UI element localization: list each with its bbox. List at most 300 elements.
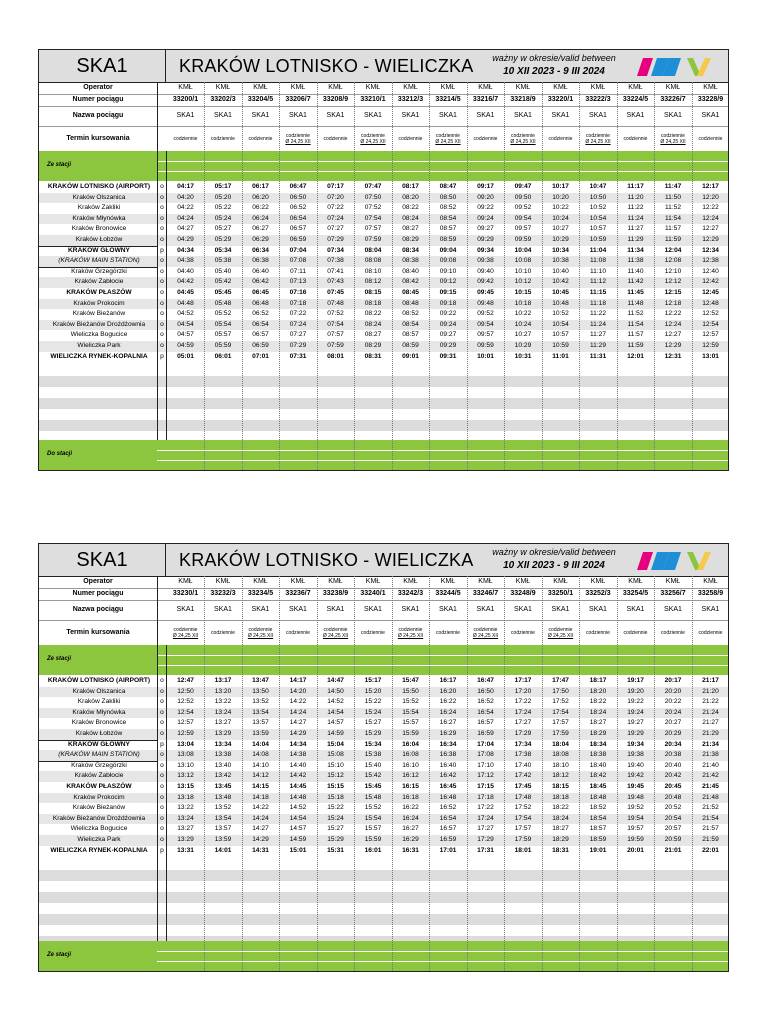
departure-time: 11:42 [627, 278, 644, 286]
arrival-departure-mark: o [160, 342, 164, 349]
departure-time: 15:10 [327, 761, 344, 769]
departure-time: 08:57 [402, 331, 419, 339]
train-number-cell: 33228/9 [697, 96, 724, 103]
departure-time: 15:50 [402, 687, 419, 695]
departure-time: 04:24 [177, 214, 194, 222]
running-days-cell [542, 126, 579, 151]
departure-time: 11:15 [589, 289, 607, 296]
departure-time: 14:48 [289, 793, 307, 801]
train-name-cell: SKA1 [514, 112, 532, 119]
departure-time: 16:29 [402, 836, 419, 843]
departure-time: 07:31 [289, 352, 307, 360]
operator-cell: KMŁ [440, 578, 456, 585]
departure-time: 12:27 [702, 225, 719, 233]
departure-time: 13:20 [214, 687, 232, 695]
train-name-cell: SKA1 [664, 112, 682, 119]
blank-row [39, 870, 728, 881]
departure-time: 10:20 [552, 193, 569, 201]
departure-time: 13:54 [252, 708, 269, 716]
departure-time: 09:12 [439, 278, 457, 286]
stop-row [39, 214, 728, 225]
departure-time: 11:59 [664, 236, 681, 243]
operator-cell: KMŁ [215, 578, 231, 585]
departure-time: 15:22 [327, 804, 344, 812]
departure-time: 11:24 [627, 214, 644, 222]
train-number-cell: 33242/3 [397, 590, 424, 597]
departure-time: 11:54 [627, 320, 644, 328]
departure-time: 09:15 [439, 289, 457, 296]
departure-time: 08:01 [327, 352, 344, 360]
operator-cell: KMŁ [703, 578, 718, 585]
departure-time: 16:59 [477, 730, 494, 737]
departure-time: 18:01 [514, 846, 532, 854]
column-divider [317, 576, 318, 971]
to-station-band [39, 941, 728, 971]
running-days-cell [280, 126, 317, 151]
departure-time: 10:59 [589, 236, 607, 243]
departure-time: 16:22 [439, 698, 457, 706]
running-days-cell [580, 126, 617, 151]
departure-time: 08:34 [402, 246, 419, 254]
departure-time: 18:17 [589, 677, 607, 684]
departure-time: 07:08 [289, 257, 307, 265]
departure-time: 06:38 [252, 257, 269, 265]
departure-time: 11:57 [627, 331, 644, 339]
departure-time: 20:29 [664, 730, 682, 737]
departure-time: 11:34 [627, 246, 644, 254]
departure-time: 21:01 [664, 846, 682, 854]
stop-row [39, 793, 728, 804]
departure-time: 07:20 [327, 193, 344, 201]
stop-name: Kraków Bieżanów Drożdżownia [52, 320, 146, 328]
departure-time: 12:42 [702, 278, 719, 286]
departure-time: 12:08 [664, 257, 682, 265]
departure-time: 21:38 [702, 751, 719, 759]
departure-time: 21:48 [702, 793, 719, 801]
operator-cell: KMŁ [553, 84, 568, 91]
departure-time: 06:52 [252, 310, 269, 318]
departure-time: 15:54 [402, 708, 419, 716]
departure-time: 12:24 [702, 214, 719, 222]
departure-time: 19:52 [627, 804, 644, 812]
departure-time: 16:08 [402, 751, 419, 759]
stop-row [39, 224, 728, 235]
blank-row [39, 398, 728, 409]
term-text: codziennie [623, 629, 648, 636]
departure-time: 11:22 [627, 204, 644, 212]
timetable-1 [38, 49, 729, 471]
term-text: codziennie [586, 629, 610, 636]
operator-logo [635, 548, 725, 572]
departure-time: 11:57 [664, 225, 681, 233]
operator-cell: KMŁ [665, 578, 681, 585]
stop-row [39, 771, 728, 782]
term-text: codziennie [286, 629, 310, 636]
departure-time: 19:01 [589, 846, 607, 854]
running-days-cell [580, 620, 617, 645]
departure-time: 16:38 [439, 751, 457, 759]
arrival-departure-mark: o [160, 257, 164, 265]
departure-time: 10:27 [514, 331, 532, 339]
departure-time: 21:40 [702, 761, 719, 769]
operator-cell: KMŁ [515, 578, 531, 585]
departure-time: 06:45 [252, 289, 269, 296]
departure-time: 14:22 [289, 698, 307, 706]
departure-time: 10:29 [552, 236, 569, 243]
departure-time: 16:45 [439, 783, 457, 790]
departure-time: 17:12 [477, 772, 494, 780]
departure-time: 16:24 [402, 814, 419, 822]
term-text: codziennie [398, 135, 423, 142]
departure-time: 09:24 [439, 320, 457, 328]
arrival-departure-mark: o [160, 814, 164, 822]
running-days-label: Termin kursowania [66, 629, 130, 636]
term-text: codziennie [511, 132, 535, 139]
train-number-cell: 33234/5 [247, 590, 274, 597]
departure-time: 12:17 [702, 183, 719, 190]
line-code: SKA1 [39, 544, 166, 576]
departure-time: 18:24 [589, 708, 607, 716]
departure-time: 15:54 [364, 814, 382, 822]
operator-cell: KMŁ [178, 578, 193, 585]
arrival-departure-mark: o [160, 225, 164, 233]
departure-time: 17:40 [514, 761, 532, 769]
blank-row [39, 925, 728, 936]
departure-time: 09:22 [477, 204, 494, 212]
departure-time: 05:29 [214, 236, 232, 243]
departure-time: 13:08 [177, 751, 194, 759]
departure-time: 15:01 [289, 846, 307, 854]
train-name-cell: SKA1 [701, 112, 720, 119]
departure-time: 17:31 [477, 846, 494, 854]
departure-time: 05:40 [214, 267, 232, 275]
departure-time: 05:22 [214, 204, 232, 212]
band-line [157, 655, 728, 656]
departure-time: 10:04 [514, 246, 532, 254]
departure-time: 10:08 [514, 257, 532, 265]
departure-time: 17:29 [514, 730, 532, 737]
departure-time: 21:17 [702, 677, 719, 684]
departure-time: 07:59 [327, 342, 344, 349]
departure-time: 12:54 [702, 320, 719, 328]
departure-time: 18:24 [552, 814, 569, 822]
departure-time: 14:57 [289, 825, 307, 833]
departure-time: 06:22 [252, 204, 269, 212]
validity [469, 546, 639, 572]
departure-time: 16:40 [439, 761, 457, 769]
arrival-departure-mark: o [160, 331, 164, 339]
departure-time: 05:52 [214, 310, 232, 318]
departure-time: 17:59 [514, 836, 532, 843]
departure-time: 18:57 [589, 825, 607, 833]
train-name-cell: SKA1 [551, 112, 570, 119]
departure-time: 10:15 [514, 289, 532, 296]
term-exception: Ø 24,25 XII [322, 632, 349, 639]
term-text: codziennie [323, 626, 348, 633]
arrival-departure-mark: o [160, 320, 164, 328]
departure-time: 14:20 [289, 687, 307, 695]
departure-time: 10:18 [514, 299, 532, 307]
departure-time: 16:47 [477, 677, 494, 684]
departure-time: 08:52 [439, 204, 457, 212]
arrival-departure-mark: p [160, 846, 164, 854]
band-line [157, 951, 728, 952]
departure-time: 16:27 [402, 825, 419, 833]
departure-time: 16:22 [402, 804, 419, 812]
stop-name: Kraków Łobzów [75, 236, 123, 243]
departure-time: 18:34 [589, 740, 607, 748]
departure-time: 06:34 [252, 246, 269, 254]
departure-time: 20:01 [627, 846, 644, 854]
departure-time: 14:34 [289, 740, 307, 748]
train-name-cell: SKA1 [664, 606, 682, 613]
running-days-cell [317, 126, 354, 151]
departure-time: 13:47 [252, 677, 269, 684]
arrival-departure-mark: o [160, 193, 164, 201]
column-divider [504, 576, 505, 971]
departure-time: 10:52 [589, 204, 607, 212]
operator-cell: KMŁ [253, 578, 268, 585]
departure-time: 17:27 [514, 719, 532, 727]
arrival-departure-mark: o [160, 214, 164, 222]
stop-name: (KRAKÓW MAIN STATION) [58, 751, 140, 759]
departure-time: 08:18 [364, 299, 382, 307]
departure-time: 19:59 [627, 836, 644, 843]
operator-cell: KMŁ [365, 84, 381, 91]
blank-row [39, 914, 728, 925]
train-number-cell: 33252/3 [585, 590, 611, 597]
departure-time: 06:20 [252, 193, 269, 201]
train-name-cell: SKA1 [326, 606, 345, 613]
departure-time: 18:04 [552, 740, 569, 748]
stop-name: Kraków Łobzów [75, 730, 123, 737]
departure-time: 16:52 [477, 698, 494, 706]
running-days-cell [505, 620, 542, 645]
running-days-cell [167, 620, 204, 645]
departure-time: 08:29 [402, 236, 419, 243]
departure-time: 16:50 [477, 687, 494, 695]
departure-time: 16:15 [402, 783, 419, 790]
term-exception: Ø 24,25 XII [360, 138, 386, 145]
band-line [157, 460, 728, 461]
from-station-label: Ze stacji [47, 162, 72, 168]
train-name-cell: SKA1 [176, 606, 195, 613]
departure-time: 15:59 [364, 836, 382, 843]
departure-time: 16:54 [439, 814, 457, 822]
departure-time: 11:52 [664, 204, 681, 212]
departure-time: 17:04 [477, 740, 494, 748]
departure-time: 19:54 [627, 814, 644, 822]
term-text: codziennie [173, 626, 198, 633]
column-divider [467, 82, 468, 470]
departure-time: 05:57 [214, 331, 232, 339]
departure-time: 05:17 [214, 183, 232, 190]
validity-dates: 10 XII 2023 - 9 III 2024 [503, 560, 605, 571]
operator-cell: KMŁ [628, 578, 643, 585]
departure-time: 18:15 [552, 783, 569, 790]
running-days-cell [467, 126, 504, 151]
train-name-cell: SKA1 [251, 112, 270, 119]
departure-time: 20:59 [664, 836, 682, 843]
departure-time: 11:08 [589, 257, 606, 265]
departure-time: 11:01 [552, 352, 569, 360]
term-text: codziennie [211, 135, 235, 142]
departure-time: 06:57 [289, 225, 307, 233]
stop-name: Kraków Zakliki [77, 698, 121, 706]
departure-time: 07:24 [327, 214, 344, 222]
term-text: codziennie [586, 132, 610, 139]
train-number-label: Numer pociągu [72, 96, 124, 103]
departure-time: 14:24 [252, 814, 269, 822]
departure-time: 07:48 [327, 299, 344, 307]
departure-time: 17:22 [514, 698, 532, 706]
operator-cell: KMŁ [328, 84, 343, 91]
departure-time: 10:27 [552, 225, 569, 233]
term-exception: Ø 24,25 XII [247, 632, 274, 639]
departure-time: 11:17 [627, 183, 644, 190]
operator-cell: KMŁ [590, 84, 606, 91]
departure-time: 20:27 [664, 719, 682, 727]
departure-time: 16:10 [402, 761, 419, 769]
departure-time: 14:54 [327, 708, 344, 716]
operator-cell: KMŁ [215, 84, 231, 91]
blank-row [39, 859, 728, 870]
departure-time: 14:59 [289, 836, 307, 843]
column-divider [654, 576, 655, 971]
departure-time: 13:22 [214, 698, 232, 706]
departure-time: 11:47 [664, 183, 682, 190]
arrival-departure-mark: o [160, 204, 164, 212]
departure-time: 13:45 [214, 783, 232, 790]
departure-time: 14:01 [214, 846, 232, 854]
arrival-departure-mark: o [160, 687, 164, 695]
train-number-cell: 33224/5 [622, 96, 649, 103]
train-name-cell: SKA1 [589, 112, 607, 119]
departure-time: 09:20 [477, 193, 494, 201]
departure-time: 07:18 [289, 299, 307, 307]
departure-time: 06:59 [252, 342, 269, 349]
departure-time: 09:50 [514, 193, 532, 201]
departure-time: 20:17 [664, 677, 682, 684]
term-text: codziennie [661, 629, 685, 636]
running-days-cell [167, 126, 204, 151]
arrival-departure-mark: o [160, 730, 164, 737]
term-exception: Ø 24,25 XII [397, 632, 424, 639]
term-exception: Ø 24,25 XII [435, 138, 461, 145]
departure-time: 12:57 [702, 331, 719, 339]
operator-cell: KMŁ [403, 84, 418, 91]
departure-time: 21:54 [702, 814, 719, 822]
stop-row [39, 718, 728, 729]
departure-time: 18:20 [589, 687, 607, 695]
stop-row [39, 309, 728, 320]
departure-time: 09:18 [439, 299, 457, 307]
operator-cell: KMŁ [253, 84, 268, 91]
departure-time: 13:04 [177, 740, 194, 748]
departure-time: 10:47 [589, 183, 607, 190]
departure-time: 07:22 [289, 310, 307, 318]
departure-time: 13:59 [252, 730, 269, 737]
train-number-cell: 33258/9 [697, 590, 724, 597]
departure-time: 19:17 [627, 677, 644, 684]
departure-time: 12:50 [177, 687, 194, 695]
station-separator [39, 246, 157, 247]
train-name-cell: SKA1 [701, 606, 720, 613]
stop-name: Wieliczka Bogucice [70, 331, 128, 339]
train-name-label: Nazwa pociągu [72, 606, 124, 613]
term-text: codziennie [698, 629, 723, 636]
departure-time: 19:57 [627, 825, 644, 833]
departure-time: 14:45 [289, 783, 307, 790]
column-divider [654, 82, 655, 470]
departure-time: 11:10 [589, 267, 606, 275]
departure-time: 16:34 [439, 740, 457, 748]
departure-time: 13:54 [214, 814, 232, 822]
train-name-cell: SKA1 [476, 112, 495, 119]
departure-time: 12:29 [664, 342, 682, 349]
departure-time: 10:22 [552, 204, 569, 212]
running-days-cell [317, 620, 354, 645]
departure-time: 09:08 [439, 257, 457, 265]
running-days-cell [467, 620, 504, 645]
departure-time: 15:17 [364, 677, 382, 684]
train-number-cell: 33214/5 [435, 96, 461, 103]
stop-row [39, 803, 728, 814]
departure-time: 14:29 [289, 730, 307, 737]
departure-time: 07:24 [289, 320, 307, 328]
departure-time: 13:18 [177, 793, 194, 801]
departure-time: 16:01 [364, 846, 382, 854]
header-band [39, 544, 728, 577]
validity [469, 52, 639, 78]
departure-time: 18:22 [589, 698, 607, 706]
stop-row [39, 697, 728, 708]
departure-time: 14:38 [289, 751, 307, 759]
arrival-departure-mark: o [160, 793, 164, 801]
stop-name: Kraków Bieżanów [72, 310, 126, 318]
departure-time: 08:31 [364, 352, 382, 360]
departure-time: 06:47 [289, 183, 307, 190]
departure-time: 21:45 [702, 783, 719, 790]
departure-time: 20:38 [664, 751, 682, 759]
band-line [157, 961, 728, 962]
operator-cell: KMŁ [478, 84, 493, 91]
departure-time: 10:12 [514, 278, 532, 286]
to-station-band [39, 440, 728, 470]
departure-time: 11:52 [627, 310, 644, 318]
departure-time: 14:52 [289, 804, 307, 812]
departure-time: 12:48 [702, 299, 719, 307]
departure-time: 06:52 [289, 204, 307, 212]
departure-time: 20:42 [664, 772, 682, 780]
departure-time: 17:20 [514, 687, 532, 695]
departure-time: 13:38 [214, 751, 232, 759]
departure-time: 04:48 [177, 299, 194, 307]
arrival-departure-mark: p [160, 246, 164, 254]
departure-time: 08:47 [439, 183, 457, 190]
running-days-cell [242, 126, 279, 151]
departure-time: 08:50 [439, 193, 457, 201]
departure-time: 06:54 [289, 214, 307, 222]
stop-row [39, 320, 728, 331]
departure-time: 12:40 [702, 267, 719, 275]
departure-time: 05:48 [214, 299, 232, 307]
term-text: codziennie [398, 626, 423, 633]
running-days-cell [355, 620, 392, 645]
train-name-cell: SKA1 [289, 112, 307, 119]
departure-time: 17:48 [514, 793, 532, 801]
departure-time: 15:27 [364, 719, 382, 727]
